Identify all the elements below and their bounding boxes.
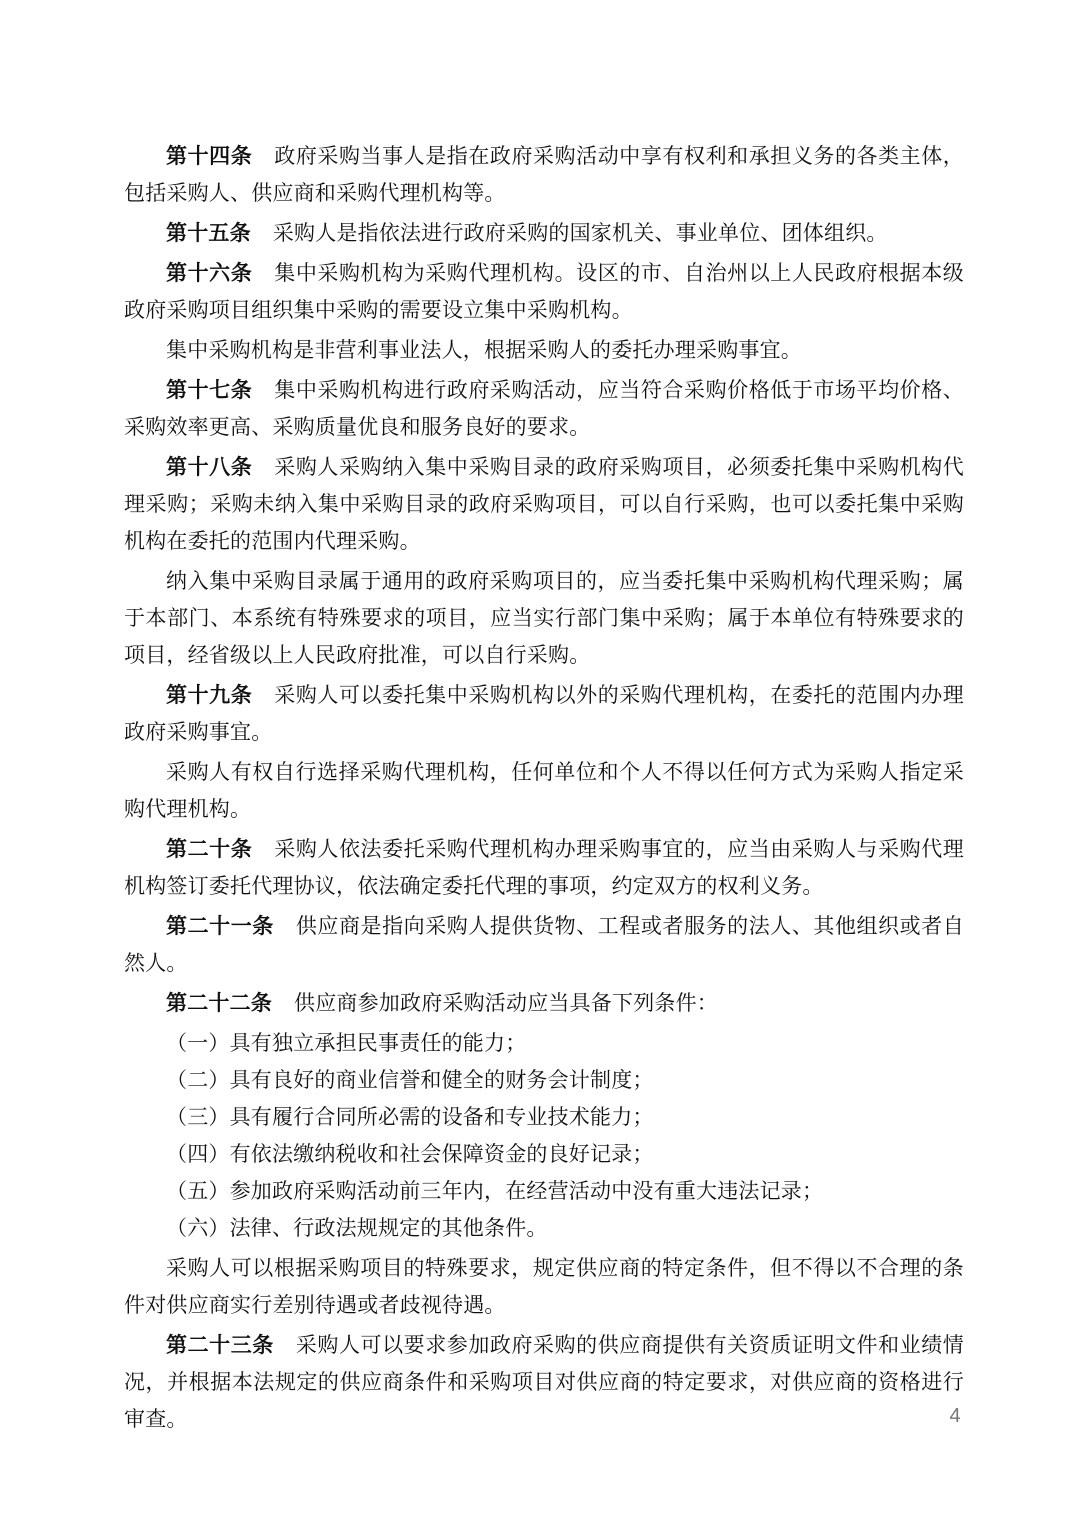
condition-item: （五）参加政府采购活动前三年内，在经营活动中没有重大违法记录； xyxy=(166,1179,824,1203)
paragraph xyxy=(124,677,964,751)
article-number: 第十四条 xyxy=(166,144,253,168)
paragraph-text: 采购人可以根据采购项目的特殊要求，规定供应商的特定条件，但不得以不合理的条件对供应商实行差别待遇或者歧视待遇。 xyxy=(124,1256,964,1317)
paragraph xyxy=(124,449,964,560)
paragraph-text: 供应商是指向采购人提供货物、工程或者服务的法人、其他组织或者自然人。 xyxy=(124,914,964,975)
paragraph xyxy=(124,372,964,446)
paragraph xyxy=(124,332,964,369)
paragraph xyxy=(124,754,964,828)
document-body xyxy=(124,138,964,1441)
paragraph-text: 采购人可以要求参加政府采购的供应商提供有关资质证明文件和业绩情况，并根据本法规定的供应商条件和采购项目对供应商的特定要求，对供应商的资格进行审查。 xyxy=(124,1333,964,1431)
paragraph xyxy=(124,908,964,982)
article-number: 第二十一条 xyxy=(166,914,274,938)
paragraph-text: 采购人依法委托采购代理机构办理采购事宜的，应当由采购人与采购代理机构签订委托代理协议，依法确定委托代理的事项，约定双方的权利义务。 xyxy=(124,837,964,898)
condition-item: （四）有依法缴纳税收和社会保障资金的良好记录； xyxy=(166,1142,654,1166)
paragraph xyxy=(124,563,964,674)
article-number: 第十八条 xyxy=(166,455,253,479)
article-number: 第十五条 xyxy=(166,221,251,245)
paragraph-text: 采购人可以委托集中采购机构以外的采购代理机构，在委托的范围内办理政府采购事宜。 xyxy=(124,683,964,744)
condition-item: （三）具有履行合同所必需的设备和专业技术能力； xyxy=(166,1105,654,1129)
paragraph xyxy=(124,255,964,329)
paragraph-text: 集中采购机构为采购代理机构。设区的市、自治州以上人民政府根据本级政府采购项目组织集中采购的需要设立集中采购机构。 xyxy=(124,261,964,322)
paragraph xyxy=(124,1250,964,1324)
paragraph-text: 采购人采购纳入集中采购目录的政府采购项目，必须委托集中采购机构代理采购；采购未纳入集中采购目录的政府采购项目，可以自行采购，也可以委托集中采购机构在委托的范围内代理采购。 xyxy=(124,455,964,553)
paragraph xyxy=(124,215,964,252)
paragraph xyxy=(124,985,964,1022)
paragraph xyxy=(124,1327,964,1438)
paragraph-text: 政府采购当事人是指在政府采购活动中享有权利和承担义务的各类主体，包括采购人、供应商和采购代理机构等。 xyxy=(124,144,964,205)
article-number: 第十六条 xyxy=(166,261,253,285)
paragraph xyxy=(124,138,964,212)
article-number: 第二十条 xyxy=(166,837,253,861)
condition-item: （一）具有独立承担民事责任的能力； xyxy=(166,1031,527,1055)
paragraph xyxy=(124,831,964,905)
condition-item: （六）法律、行政法规规定的其他条件。 xyxy=(166,1216,548,1240)
article-number: 第十九条 xyxy=(166,683,253,707)
article-number: 第二十二条 xyxy=(166,991,272,1015)
paragraph-text: 纳入集中采购目录属于通用的政府采购项目的，应当委托集中采购机构代理采购；属于本部门、本系统有特殊要求的项目，应当实行部门集中采购；属于本单位有特殊要求的项目，经省级以上人民政府批准，可以自行采购。 xyxy=(124,569,964,667)
page-number: 4 xyxy=(949,1405,961,1427)
paragraph-text: 集中采购机构进行政府采购活动，应当符合采购价格低于市场平均价格、采购效率更高、采购质量优良和服务良好的要求。 xyxy=(124,378,964,439)
paragraph-text: 集中采购机构是非营利事业法人，根据采购人的委托办理采购事宜。 xyxy=(166,338,802,362)
paragraph-text: 采购人有权自行选择采购代理机构，任何单位和个人不得以任何方式为采购人指定采购代理机构。 xyxy=(124,760,964,821)
condition-item: （二）具有良好的商业信誉和健全的财务会计制度； xyxy=(166,1068,654,1092)
article-number: 第二十三条 xyxy=(166,1333,274,1357)
article-number: 第十七条 xyxy=(166,378,253,402)
paragraph-text: 采购人是指依法进行政府采购的国家机关、事业单位、团体组织。 xyxy=(272,221,888,245)
paragraph-text: 供应商参加政府采购活动应当具备下列条件： xyxy=(294,991,718,1015)
